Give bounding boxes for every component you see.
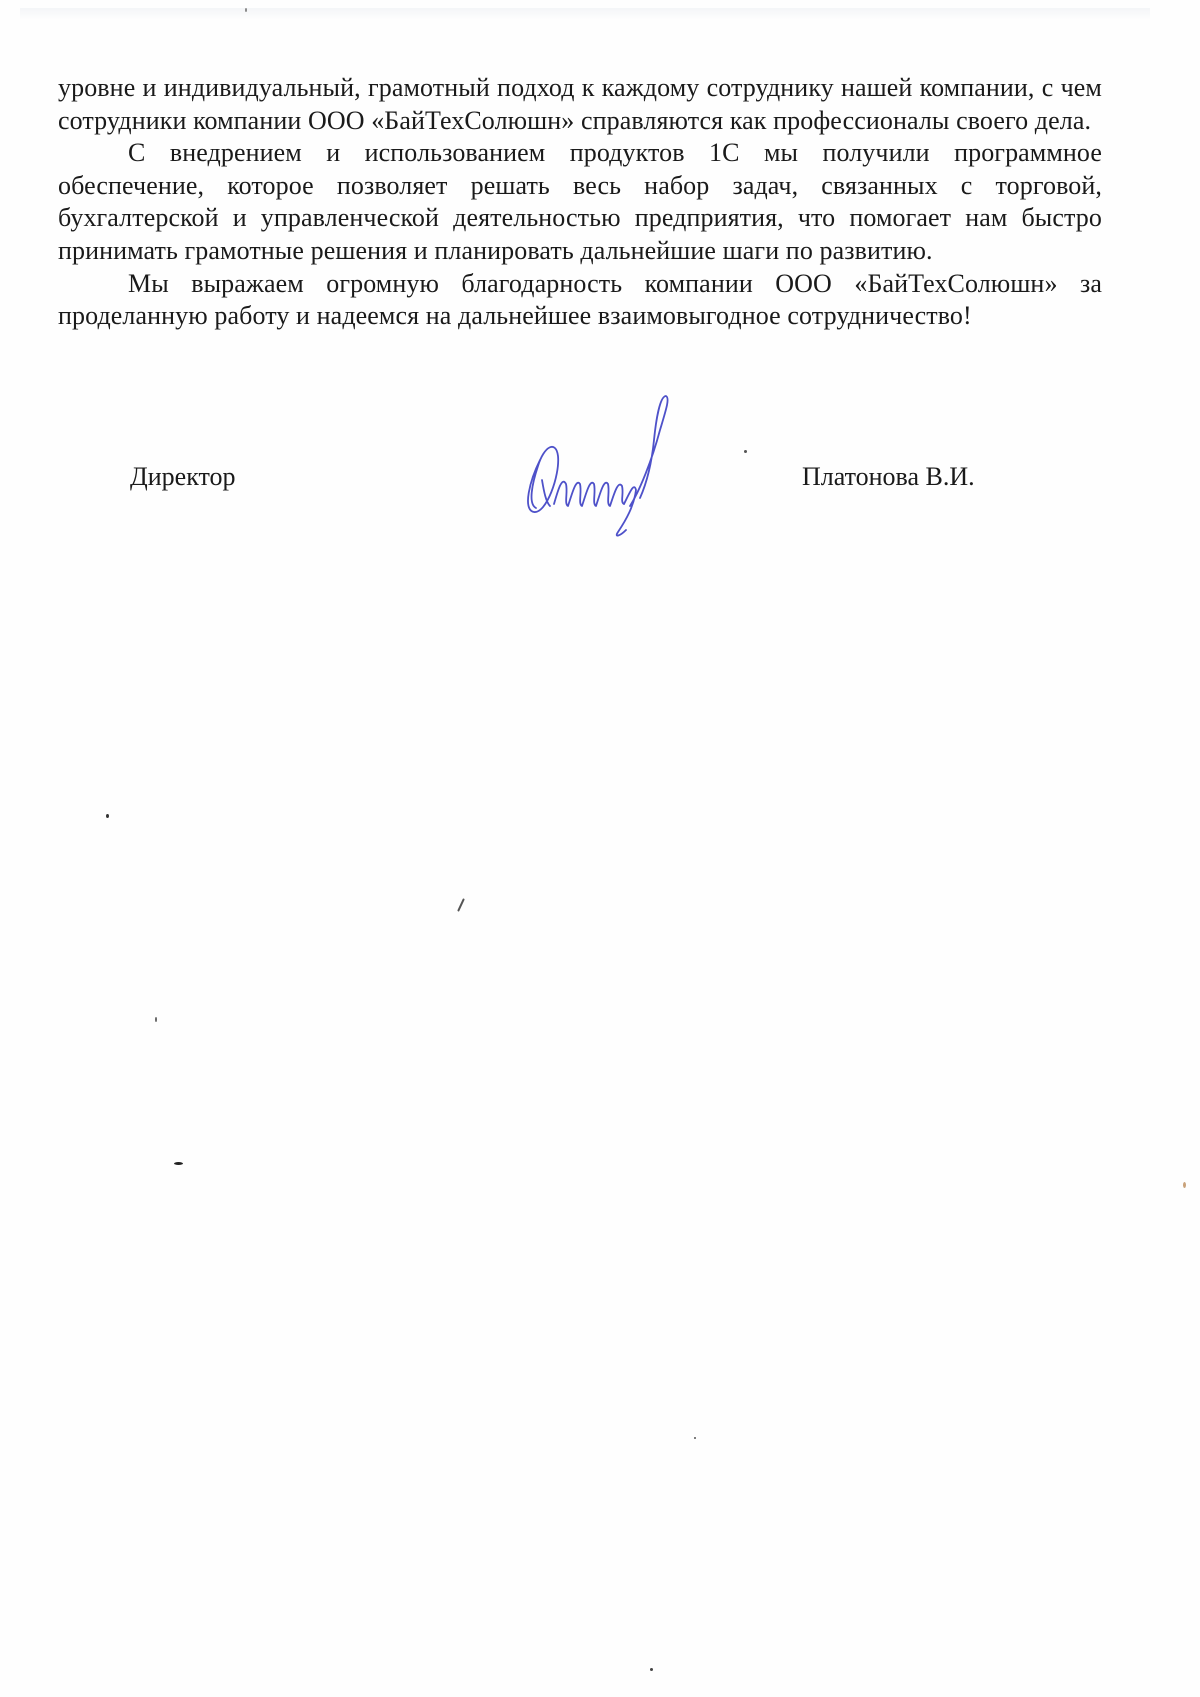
scan-speck: [245, 8, 247, 12]
paragraph-3: Мы выражаем огромную благодарность компании ООО «БайТехСолюшн» за проделанную работу и надеемся на дальнейшее взаимовыгодное сотрудничество!: [58, 268, 1102, 331]
paragraph-2: С внедрением и использованием продуктов 1С мы получили программное обеспечение, которое позволяет решать весь набор задач, связанных с торговой, бухгалтерской и управленческой деятельностью предприятия, что помогает нам быстро принимать грамотные решения и планировать дальнейшие шаги по развитию.: [58, 138, 1102, 265]
signature-block: [0, 380, 1200, 540]
scan-speck: [174, 1162, 183, 1165]
scan-speck: [106, 814, 109, 818]
signatory-name: Платонова В.И.: [802, 462, 975, 491]
signatory-title: Директор: [130, 462, 236, 491]
scan-speck: [155, 1017, 157, 1022]
scan-speck: [457, 898, 465, 912]
scan-speck: [650, 1668, 653, 1671]
scan-speck: [694, 1437, 696, 1439]
scan-edge-shadow: [20, 8, 1150, 20]
scan-speck: [1183, 1182, 1186, 1188]
paragraph-1: уровне и индивидуальный, грамотный подход к каждому сотруднику нашей компании, с чем сотрудники компании ООО «БайТехСолюшн» справляются как профессионалы своего дела.: [58, 73, 1102, 135]
handwritten-signature-icon: [520, 380, 700, 540]
letter-body: [58, 72, 1102, 333]
scan-speck: [744, 450, 747, 453]
